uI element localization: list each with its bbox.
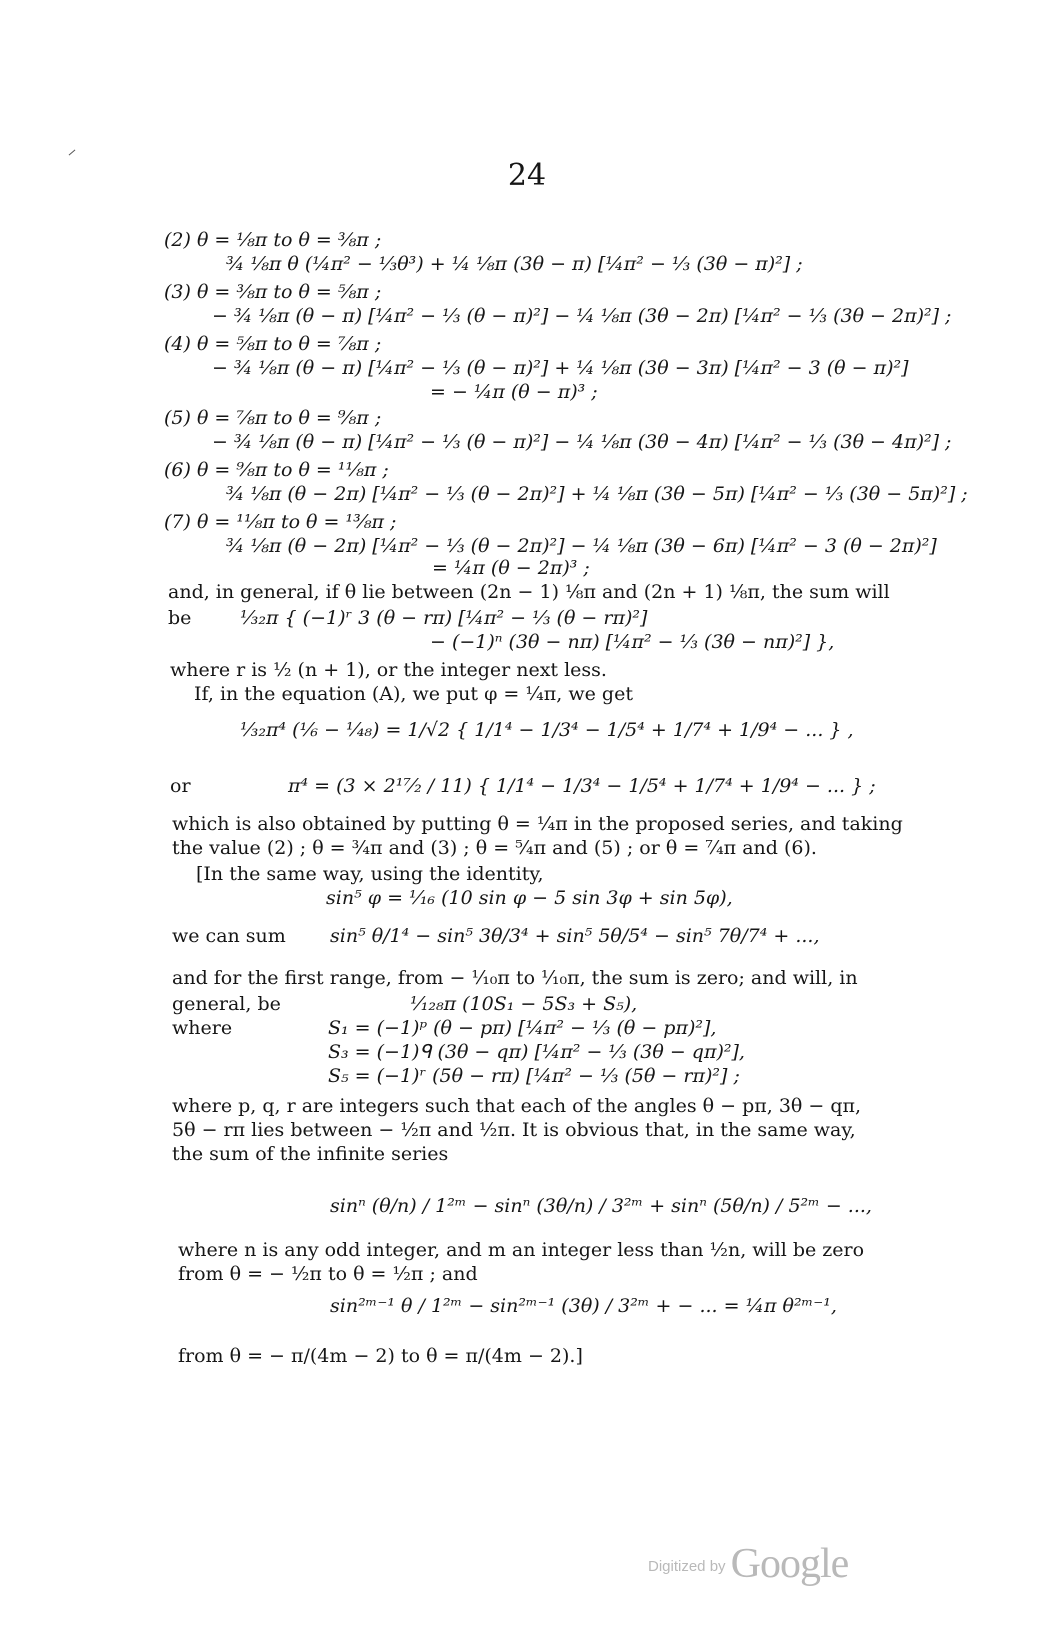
s1-definition: S₁ = (−1)ᵖ (θ − pπ) [¼π² − ⅓ (θ − pπ)²], — [328, 1017, 717, 1039]
sin5-identity: sin⁵ φ = ¹⁄₁₆ (10 sin φ − 5 sin 3φ + sin 5φ), — [326, 887, 733, 909]
case-4-sum: − ¾ ⅛π (θ − π) [¼π² − ⅓ (θ − π)²] + ¼ ⅛π (3θ − 3π) [¼π² − 3 (θ − π)²] — [212, 357, 909, 379]
sin5-series: sin⁵ θ/1⁴ − sin⁵ 3θ/3⁴ + sin⁵ 5θ/5⁴ − sin⁵ 7θ/7⁴ + ..., — [330, 925, 820, 947]
google-digitized-watermark — [648, 1540, 848, 1588]
odd-integer-text: where n is any odd integer, and m an integer less than ½n, will be zero — [178, 1239, 865, 1261]
general-case-text: and, in general, if θ lie between (2n − 1) ⅛π and (2n + 1) ⅛π, the sum will — [168, 581, 890, 603]
infinite-series-intro: the sum of the infinite series — [172, 1143, 449, 1165]
sin-power-series: sin²ᵐ⁻¹ θ / 1²ᵐ − sin²ᵐ⁻¹ (3θ) / 3²ᵐ + − ... = ¼π θ²ᵐ⁻¹, — [330, 1295, 837, 1317]
case-7-sum: ¾ ⅛π (θ − 2π) [¼π² − ⅓ (θ − 2π)²] − ¼ ⅛π (3θ − 6π) [¼π² − 3 (θ − 2π)²] — [226, 535, 937, 557]
integers-text-2: 5θ − rπ lies between − ½π and ½π. It is obvious that, in the same way, — [172, 1119, 856, 1141]
s5-definition: S₅ = (−1)ʳ (5θ − rπ) [¼π² − ⅓ (5θ − rπ)²] ; — [328, 1065, 740, 1087]
general-sum-line-2: − (−1)ⁿ (3θ − nπ) [¼π² − ⅓ (3θ − nπ)²] }, — [430, 631, 835, 653]
case-7-range: (7) θ = ¹¹⁄₈π to θ = ¹³⁄₈π ; — [164, 511, 397, 533]
s3-definition: S₃ = (−1)ᑫ (3θ − qπ) [¼π² − ⅓ (3θ − qπ)²], — [328, 1041, 745, 1063]
case-3-sum: − ¾ ⅛π (θ − π) [¼π² − ⅓ (θ − π)²] − ¼ ⅛π (3θ − 2π) [¼π² − ⅓ (3θ − 2π)²] ; — [212, 305, 952, 327]
case-2-range: (2) θ = ⅛π to θ = ⅜π ; — [164, 229, 382, 251]
watermark-prefix: Digitized by — [648, 1558, 726, 1575]
general-sum-line-1: ¹⁄₃₂π { (−1)ʳ 3 (θ − rπ) [¼π² − ⅓ (θ − rπ)²] — [240, 607, 648, 629]
pencil-mark — [69, 150, 76, 156]
general-be-text: general, be — [172, 993, 281, 1015]
general-case-be: be — [168, 607, 192, 629]
case-2-sum: ¾ ⅛π θ (¼π² − ⅓θ³) + ¼ ⅛π (3θ − π) [¼π² − ⅓ (3θ − π)²] ; — [226, 253, 803, 275]
integers-text-1: where p, q, r are integers such that each of the angles θ − pπ, 3θ − qπ, — [172, 1095, 862, 1117]
case-4-result: = − ¼π (θ − π)³ ; — [430, 381, 598, 403]
case-6-range: (6) θ = ⁹⁄₈π to θ = ¹¹⁄₈π ; — [164, 459, 389, 481]
page-number: 24 — [507, 158, 547, 193]
obtained-text-1: which is also obtained by putting θ = ¼π in the proposed series, and taking — [172, 813, 903, 835]
obtained-text-2: the value (2) ; θ = ¾π and (3) ; θ = ⁵⁄₄π and (5) ; or θ = ⁷⁄₄π and (6). — [172, 837, 817, 859]
case-6-sum: ¾ ⅛π (θ − 2π) [¼π² − ⅓ (θ − 2π)²] + ¼ ⅛π (3θ − 5π) [¼π² − ⅓ (3θ − 5π)²] ; — [226, 483, 968, 505]
case-5-sum: − ¾ ⅛π (θ − π) [¼π² − ⅓ (θ − π)²] − ¼ ⅛π (3θ − 4π) [¼π² − ⅓ (3θ − 4π)²] ; — [212, 431, 952, 453]
case-5-range: (5) θ = ⅞π to θ = ⁹⁄₈π ; — [164, 407, 382, 429]
case-4-range: (4) θ = ⅝π to θ = ⅞π ; — [164, 333, 382, 355]
where-r-text: where r is ½ (n + 1), or the integer next less. — [170, 659, 607, 681]
pi-fourth-series-1: ¹⁄₃₂π⁴ (⅙ − ¹⁄₄₈) = 1/√2 { 1/1⁴ − 1/3⁴ − 1/5⁴ + 1/7⁴ + 1/9⁴ − ... } , — [240, 719, 854, 741]
where-label: where — [172, 1017, 233, 1039]
first-range-text: and for the first range, from − ¹⁄₁₀π to ¹⁄₁₀π, the sum is zero; and will, in — [172, 967, 858, 989]
sin-n-series: sinⁿ (θ/n) / 1²ᵐ − sinⁿ (3θ/n) / 3²ᵐ + sinⁿ (5θ/n) / 5²ᵐ − ..., — [330, 1195, 872, 1217]
or-label: or — [170, 775, 191, 797]
identity-intro: [In the same way, using the identity, — [196, 863, 544, 885]
range-and-text: from θ = − ½π to θ = ½π ; and — [178, 1263, 478, 1285]
case-7-result: = ¼π (θ − 2π)³ ; — [432, 557, 590, 579]
case-3-range: (3) θ = ⅜π to θ = ⅝π ; — [164, 281, 382, 303]
pi-fourth-series-2: π⁴ = (3 × 2¹⁷⁄₂ / 11) { 1/1⁴ − 1/3⁴ − 1/5⁴ + 1/7⁴ + 1/9⁴ − ... } ; — [288, 775, 876, 797]
google-logo: Google — [730, 1541, 849, 1587]
we-can-sum-label: we can sum — [172, 925, 286, 947]
final-range: from θ = − π/(4m − 2) to θ = π/(4m − 2).] — [178, 1345, 583, 1367]
equation-a-text: If, in the equation (A), we put φ = ¼π, we get — [194, 683, 633, 705]
s-combination: ¹⁄₁₂₈π (10S₁ − 5S₃ + S₅), — [410, 993, 638, 1015]
